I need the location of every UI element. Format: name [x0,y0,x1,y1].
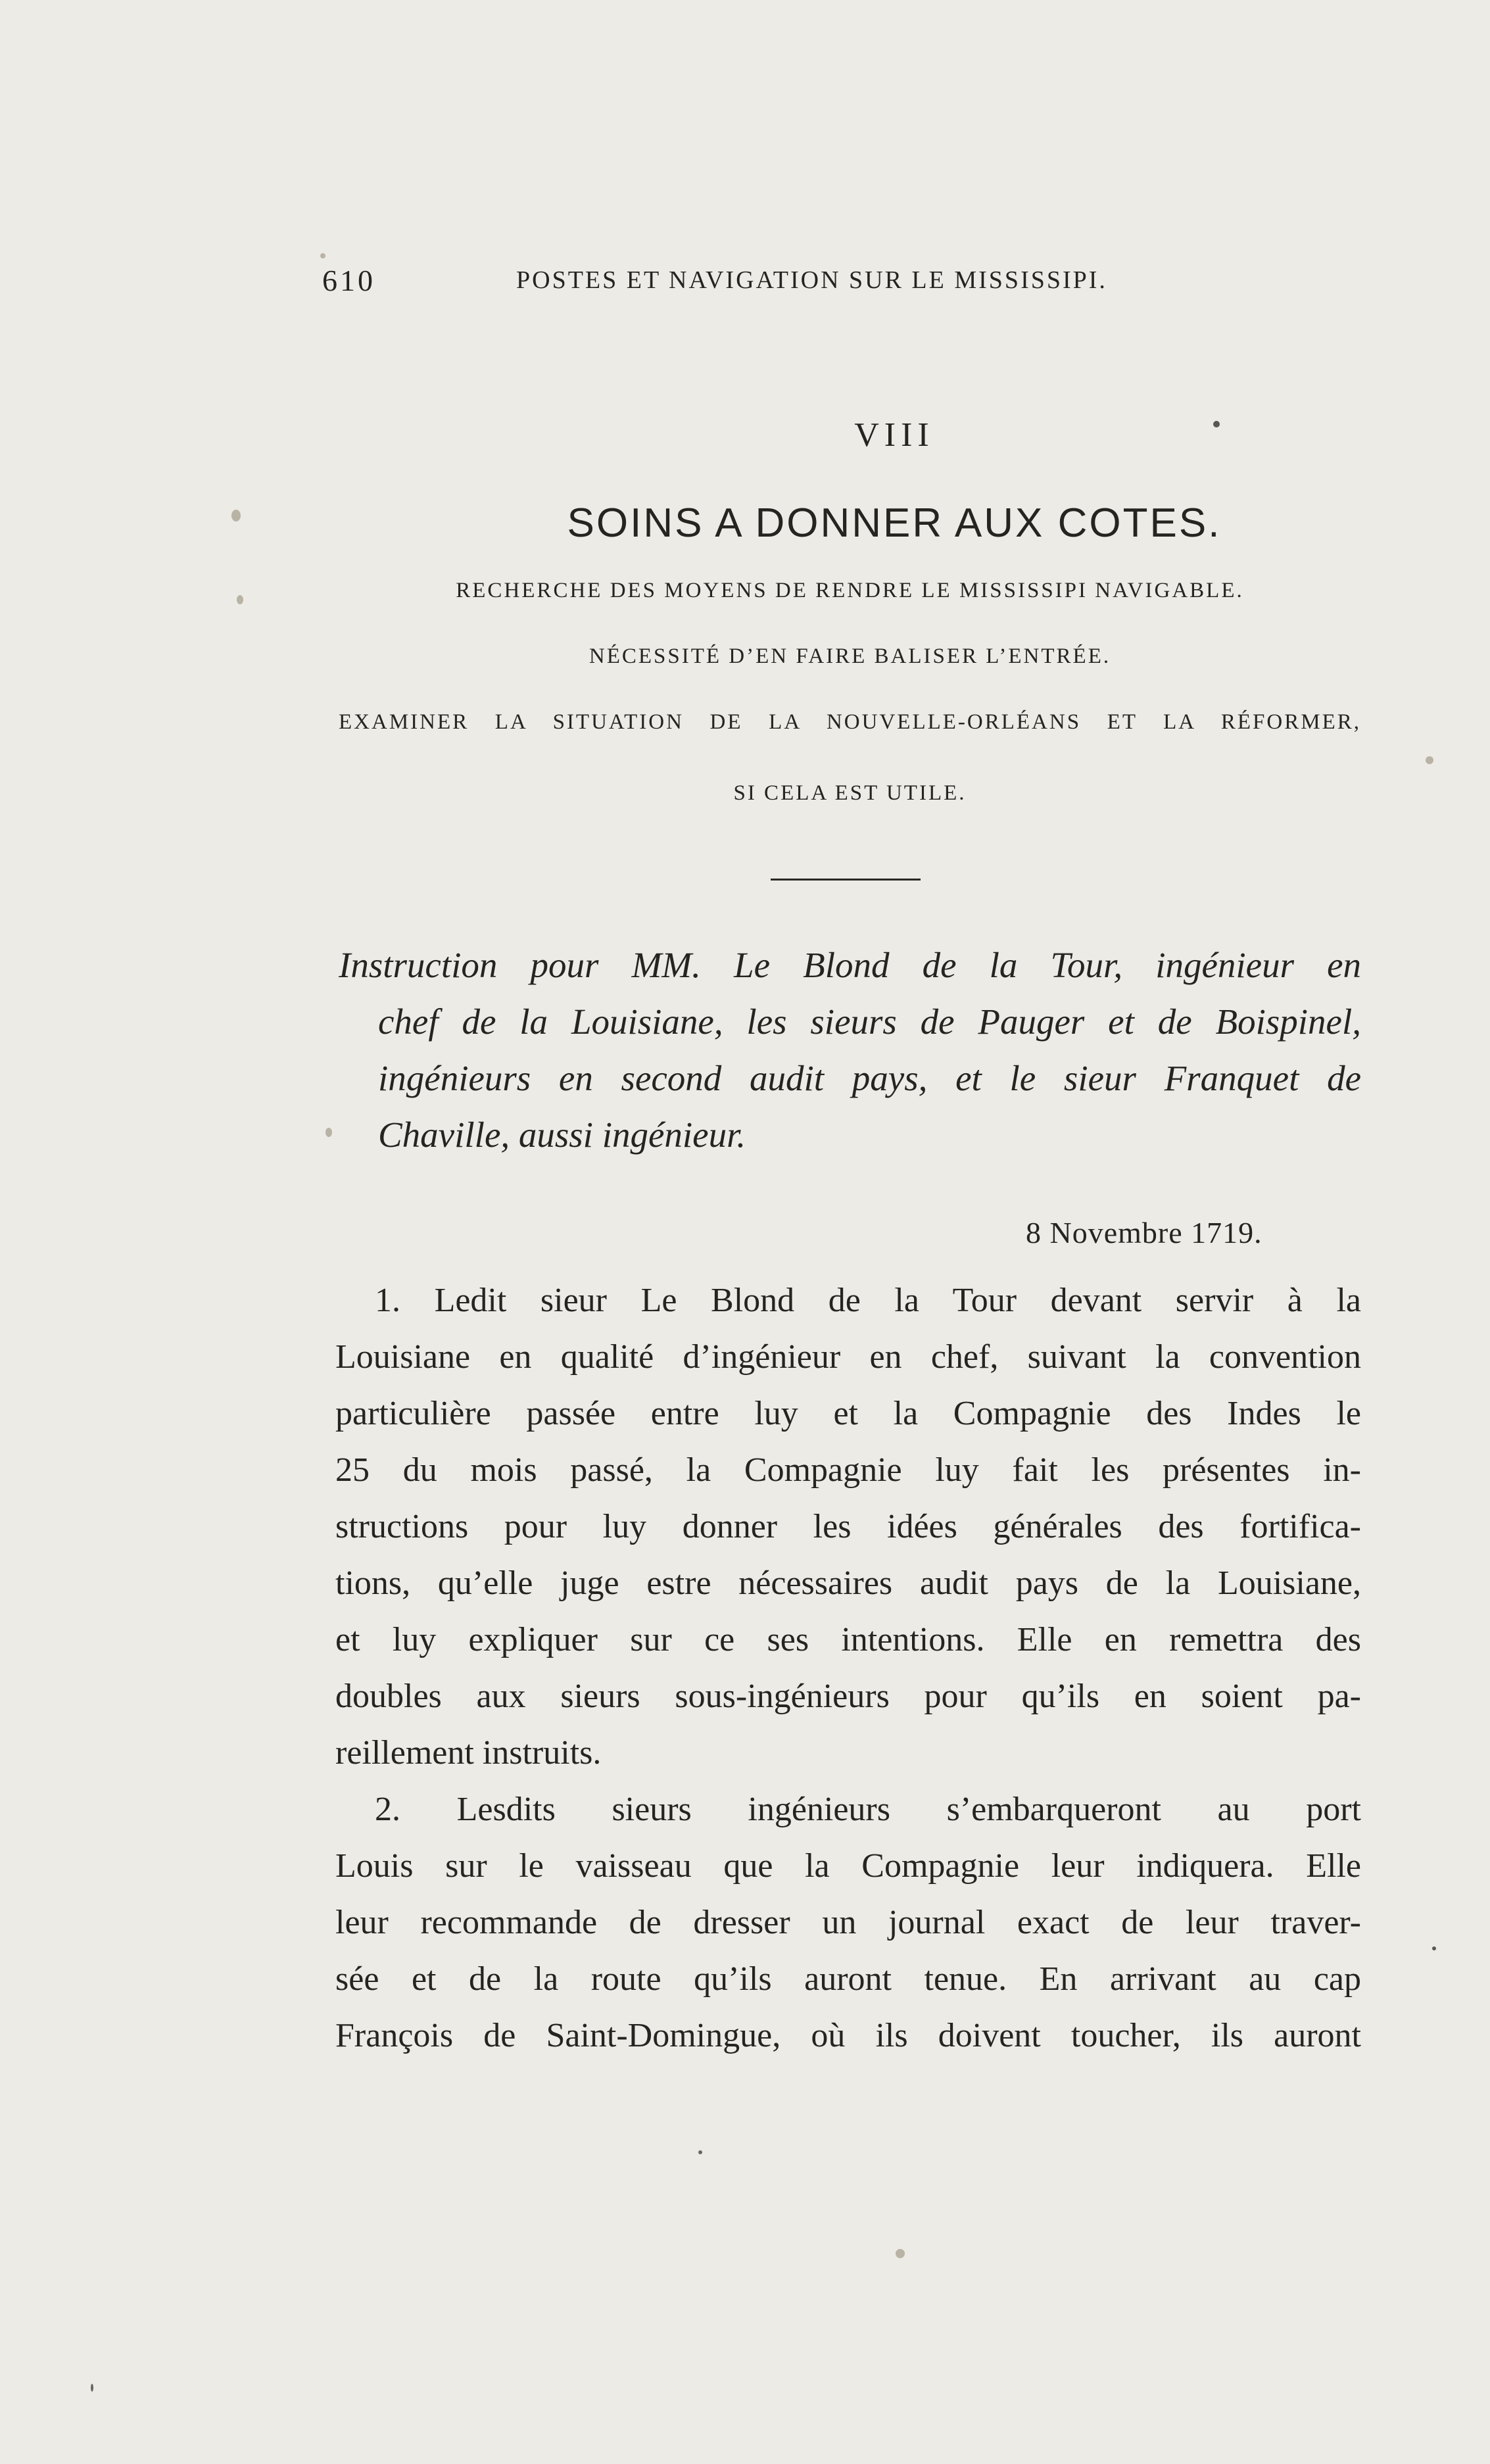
document-date: 8 Novembre 1719. [1026,1216,1262,1249]
paragraph-1-line: 1. Ledit sieur Le Blond de la Tour devant servir à la [375,1282,1361,1319]
paragraph-2-line: Louis sur le vaisseau que la Compagnie leur indiquera. Elle [335,1847,1361,1885]
instruction-line: ingénieurs en second audit pays, et le sieur Franquet de [378,1058,1361,1098]
running-head [322,263,1216,309]
paper-speck [325,1128,332,1137]
paper-speck [1432,1946,1436,1950]
paper-speck [896,2249,905,2258]
section-numeral: VIII [854,416,934,454]
paragraph-1-line: structions pour luy donner les idées générales des fortifica- [335,1508,1361,1545]
instruction-line: Instruction pour MM. Le Blond de la Tour, ingénieur en [339,945,1361,985]
summary-line: NÉCESSITÉ D’EN FAIRE BALISER L’ENTRÉE. [589,644,1111,668]
instruction-line: chef de la Louisiane, les sieurs de Pauger et de Boispinel, [378,1002,1361,1042]
paper-speck [91,2384,93,2392]
paragraph-1-line: Louisiane en qualité d’ingénieur en chef, suivant la convention [335,1338,1361,1376]
paragraph-1-line: doubles aux sieurs sous-ingénieurs pour qu’ils en soient pa- [335,1678,1361,1715]
summary-line: SI CELA EST UTILE. [733,781,967,805]
page-number: 610 [322,264,375,297]
paper-speck [237,595,243,604]
paragraph-1-line: et luy expliquer sur ce ses intentions. Elle en remettra des [335,1621,1361,1658]
instruction-heading [339,937,1361,1163]
paragraph-2-line: leur recommande de dresser un journal exact de leur traver- [335,1904,1361,1941]
section-divider [771,879,921,881]
paragraph-2-line: 2. Lesdits sieurs ingénieurs s’embarqueront au port [375,1791,1361,1828]
section-title: SOINS A DONNER AUX COTES. [567,500,1222,546]
paper-speck [320,253,325,258]
paragraph-1-line: tions, qu’elle juge estre nécessaires audit pays de la Louisiane, [335,1564,1361,1602]
paper-speck [698,2150,702,2154]
paragraph-2-line: sée et de la route qu’ils auront tenue. En arrivant au cap [335,1960,1361,1998]
summary-line: RECHERCHE DES MOYENS DE RENDRE LE MISSISSIPI NAVIGABLE. [456,579,1244,602]
paper-speck [231,510,241,521]
paragraph-1-line: particulière passée entre luy et la Compagnie des Indes le [335,1395,1361,1432]
paper-speck [1426,756,1433,764]
paragraph-1-line: reillement instruits. [335,1734,602,1772]
instruction-line: Chaville, aussi ingénieur. [378,1115,746,1155]
paragraph-2-line: François de Saint-Domingue, où ils doivent toucher, ils auront [335,2017,1361,2054]
body-text [335,1272,1361,2064]
summary-line: EXAMINER LA SITUATION DE LA NOUVELLE-ORLÉANS ET LA RÉFORMER, [339,710,1361,734]
paragraph-1-line: 25 du mois passé, la Compagnie luy fait les présentes in- [335,1451,1361,1489]
running-title: POSTES ET NAVIGATION SUR LE MISSISSIPI. [516,266,1107,294]
paper-speck [1213,421,1220,427]
